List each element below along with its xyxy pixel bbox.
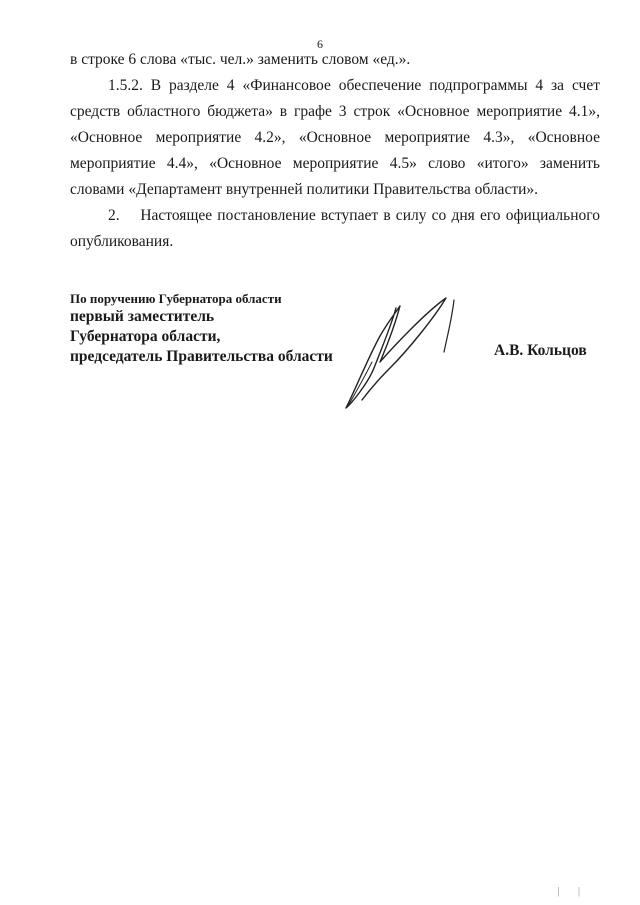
handwritten-signature xyxy=(334,288,464,412)
corner-marks: | | xyxy=(557,886,588,897)
signature-line-chairman: председатель Правительства области xyxy=(70,348,333,365)
signature-block xyxy=(70,291,370,367)
paragraph-1: в строке 6 слова «тыс. чел.» заменить словом «ед.». xyxy=(70,51,411,68)
page-number: 6 xyxy=(317,37,323,51)
signature-line-position: первый заместитель xyxy=(70,308,215,325)
document-body xyxy=(70,47,604,255)
paragraph-3: 2. Настоящее постановление вступает в силу со дня его официального опубликования. xyxy=(70,207,604,250)
signature-line-governor: Губернатора области, xyxy=(70,328,221,345)
paragraph-2: 1.5.2. В разделе 4 «Финансовое обеспечение подпрограммы 4 за счет средств областного бюджета» в графе 3 строк «Основное мероприятие 4.1», «Основное мероприятие 4.2», «Основное мероприятие 4.3», «Основное мероприятие 4.4», «Основное мероприятие 4.5» слово «итого» заменить словами «Департамент внутренней политики Правительства области». xyxy=(70,77,600,198)
signer-name: А.В. Кольцов xyxy=(494,342,587,359)
signature-line-instruction: По поручению Губернатора области xyxy=(70,291,282,306)
